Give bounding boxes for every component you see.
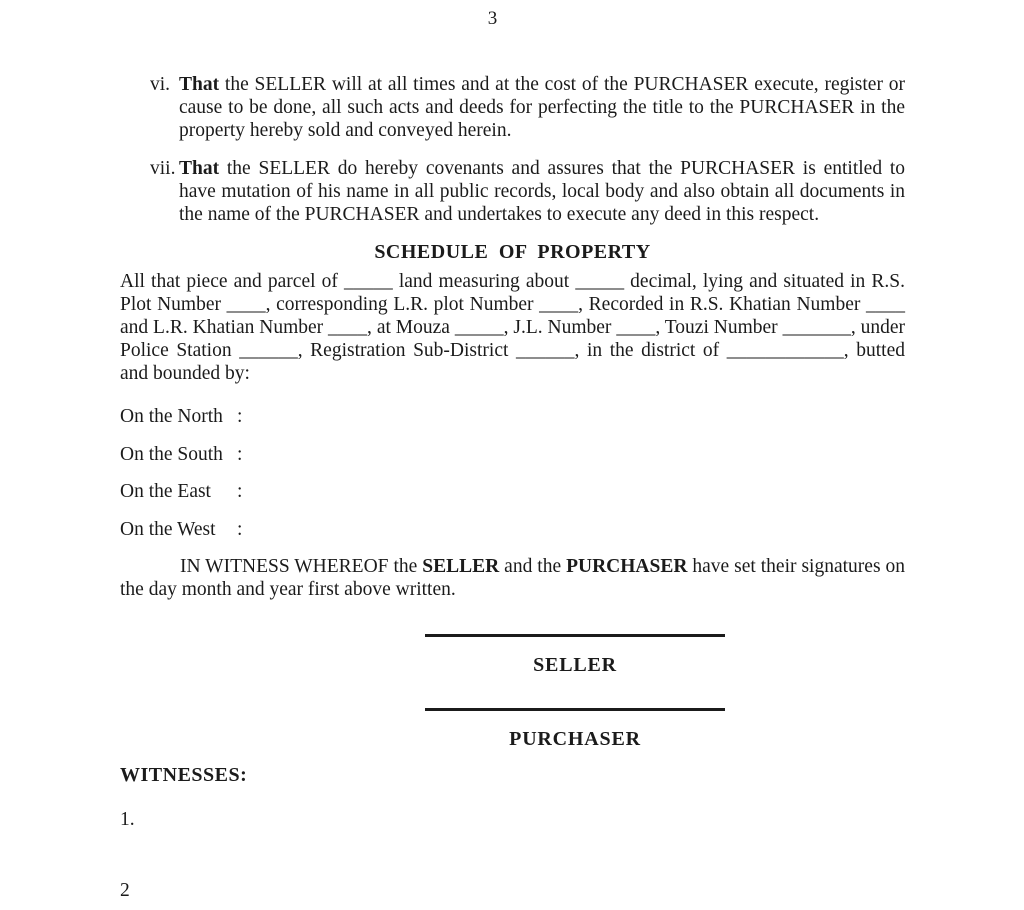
witness-item-1: 1. [120, 809, 135, 830]
witnesses-heading: WITNESSES: [120, 764, 248, 786]
witness-item-2: 2 [120, 880, 130, 901]
seller-signature-line [425, 634, 725, 637]
seller-signature-block [425, 634, 725, 677]
boundary-south-row [120, 443, 905, 466]
boundary-north-row [120, 405, 905, 428]
clause-vii [120, 157, 905, 226]
boundary-east-row [120, 480, 905, 503]
boundary-south-colon: : [237, 443, 243, 465]
clause-vii-text: That the SELLER do hereby covenants and assures that the PURCHASER is entitled to have mutation of his name in all public records, local body and also obtain all documents in the name of the PURCHASER and undertakes to execute any deed in this respect. [179, 158, 905, 225]
clause-vii-marker: vii. [150, 158, 176, 179]
clause-list [120, 73, 905, 226]
clause-vi-marker: vi. [150, 74, 171, 95]
boundary-west-colon: : [237, 518, 243, 540]
boundary-east-colon: : [237, 481, 243, 502]
boundary-west-row [120, 518, 905, 541]
clause-vi-text: That the SELLER will at all times and at the cost of the PURCHASER execute, register or cause to be done, all such acts and deeds for perfecting the title to the PURCHASER in the property hereby sold and conveyed herein. [179, 74, 905, 141]
boundary-list [120, 405, 905, 541]
schedule-description-paragraph: All that piece and parcel of _____ land measuring about _____ decimal, lying and situated in R.S. Plot Number ____, corresponding L.R. plot Number ____, Recorded in R.S. Khatian Number ____ and L.R. Khatian Number ____, at Mouza _____, J.L. Number ____, Touzi Number _______, under Police Station ______, Registration Sub-District ______, in the district of ____________, butted and bounded by: [120, 271, 905, 384]
clause-vi [120, 73, 905, 142]
purchaser-signature-block [425, 708, 725, 751]
purchaser-signature-line [425, 708, 725, 711]
page-number: 3 [487, 8, 498, 29]
schedule-of-property-heading: SCHEDULE OF PROPERTY [374, 241, 651, 263]
seller-signature-label: SELLER [533, 654, 617, 676]
boundary-north-label: On the North [120, 406, 223, 427]
boundary-south-label: On the South [120, 443, 223, 465]
boundary-east-label: On the East [120, 481, 211, 502]
in-witness-whereof-paragraph: IN WITNESS WHEREOF the SELLER and the PURCHASER have set their signatures on the day month and year first above written. [120, 556, 905, 600]
boundary-north-colon: : [237, 406, 243, 427]
purchaser-signature-label: PURCHASER [509, 728, 641, 750]
boundary-west-label: On the West [120, 518, 216, 540]
